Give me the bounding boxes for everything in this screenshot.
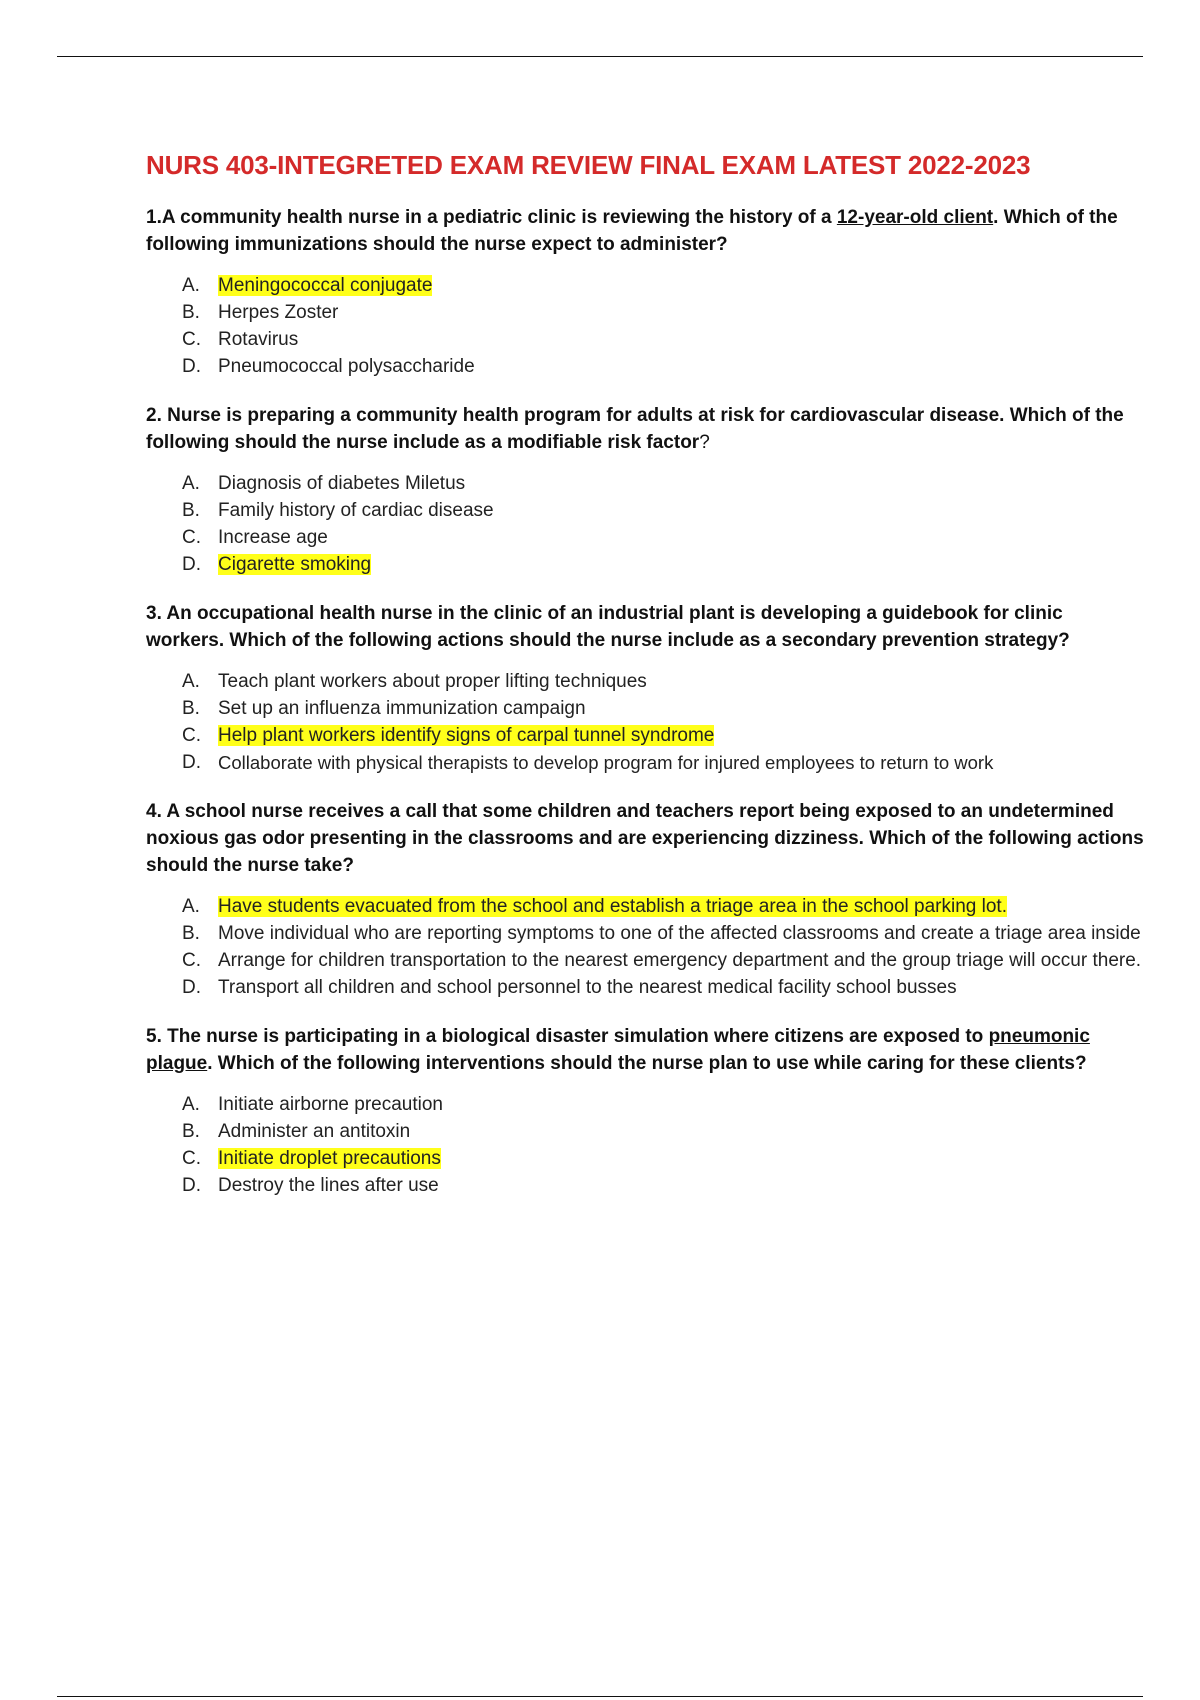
answer-option: [182, 749, 1146, 776]
answer-options: [146, 1091, 1146, 1199]
option-text: Collaborate with physical therapists to develop program for injured employees to return to work: [218, 752, 994, 773]
stem-question-mark: ?: [699, 432, 710, 453]
option-letter: D.: [182, 1175, 201, 1196]
option-letter: B.: [182, 500, 200, 521]
option-text: Initiate airborne precaution: [218, 1094, 443, 1115]
answer-options: [146, 272, 1146, 380]
answer-option: [182, 299, 1146, 326]
question-2: [146, 402, 1146, 578]
document-body: [146, 148, 1146, 1221]
option-letter: D.: [182, 752, 201, 773]
stem-underlined-text: 12-year-old client: [836, 207, 994, 228]
option-text: Herpes Zoster: [218, 302, 339, 323]
option-letter: B.: [182, 698, 200, 719]
option-text-highlighted: Help plant workers identify signs of carpal tunnel syndrome: [218, 725, 715, 746]
stem-underlined-text: pneumonic plague: [146, 1026, 1090, 1074]
option-letter: C.: [182, 725, 201, 746]
answer-option: [182, 524, 1146, 551]
option-text: Move individual who are reporting symptoms to one of the affected classrooms and create a triage area inside: [218, 923, 1141, 944]
option-letter: A.: [182, 671, 200, 692]
option-text: Destroy the lines after use: [218, 1175, 439, 1196]
option-letter: C.: [182, 527, 201, 548]
question-1: [146, 204, 1146, 380]
option-text-highlighted: Meningococcal conjugate: [218, 275, 433, 296]
question-stem: 3. An occupational health nurse in the clinic of an industrial plant is developing a guidebook for clinic workers. Which of the following actions should the nurse include as a secondary prevention strategy?: [146, 603, 1070, 651]
answer-option: [182, 1118, 1146, 1145]
stem-text: 2. Nurse is preparing a community health program for adults at risk for cardiovascular disease. Which of the following should the nurse include as a modifiable risk factor: [146, 405, 1124, 453]
answer-option: [182, 470, 1146, 497]
question-stem: [146, 402, 1146, 456]
option-letter: C.: [182, 950, 201, 971]
option-letter: A.: [182, 896, 200, 917]
top-rule: [57, 56, 1143, 57]
answer-option: [182, 722, 1146, 749]
option-text: Transport all children and school personnel to the nearest medical facility school busses: [218, 977, 957, 998]
question-5: [146, 1023, 1146, 1199]
stem-text: 5. The nurse is participating in a biological disaster simulation where citizens are exposed to: [146, 1026, 989, 1047]
answer-option: [182, 551, 1146, 578]
answer-option: [182, 353, 1146, 380]
bottom-rule: [57, 1696, 1143, 1697]
answer-option: [182, 1172, 1146, 1199]
document-title: NURS 403-INTEGRETED EXAM REVIEW FINAL EXAM LATEST 2022-2023: [146, 150, 1031, 180]
option-text: Arrange for children transportation to the nearest emergency department and the group triage will occur there.: [218, 950, 1142, 971]
answer-option: [182, 920, 1146, 947]
answer-option: [182, 668, 1146, 695]
stem-text: 1.A community health nurse in a pediatric clinic is reviewing the history of a: [146, 207, 837, 228]
option-letter: A.: [182, 1094, 200, 1115]
option-text-highlighted: Initiate droplet precautions: [218, 1148, 441, 1169]
option-letter: A.: [182, 473, 200, 494]
question-stem: [146, 1023, 1146, 1077]
option-letter: D.: [182, 554, 201, 575]
option-text: Pneumococcal polysaccharide: [218, 356, 475, 377]
option-letter: B.: [182, 923, 200, 944]
option-text: Increase age: [218, 527, 328, 548]
option-text: Rotavirus: [218, 329, 299, 350]
option-letter: D.: [182, 356, 201, 377]
answer-option: [182, 272, 1146, 299]
answer-option: [182, 947, 1146, 974]
option-text: Set up an influenza immunization campaign: [218, 698, 586, 719]
option-letter: B.: [182, 302, 200, 323]
option-text: Administer an antitoxin: [218, 1121, 411, 1142]
question-stem: [146, 204, 1146, 258]
answer-option: [182, 1145, 1146, 1172]
option-letter: D.: [182, 977, 201, 998]
answer-option: [182, 497, 1146, 524]
option-text-highlighted: Have students evacuated from the school and establish a triage area in the school parking lot.: [218, 896, 1007, 917]
answer-option: [182, 893, 1146, 920]
question-3: [146, 600, 1146, 776]
option-text-highlighted: Cigarette smoking: [218, 554, 372, 575]
answer-option: [182, 326, 1146, 353]
stem-text-end: . Which of the following interventions should the nurse plan to use while caring for these clients?: [207, 1053, 1087, 1074]
option-text: Teach plant workers about proper lifting techniques: [218, 671, 647, 692]
answer-options: [146, 668, 1146, 776]
answer-options: [146, 470, 1146, 578]
answer-options: [146, 893, 1146, 1001]
option-letter: C.: [182, 329, 201, 350]
question-stem: 4. A school nurse receives a call that some children and teachers report being exposed to an undetermined noxious gas odor presenting in the classrooms and are experiencing dizziness. Which of the following actions should the nurse take?: [146, 801, 1144, 876]
option-letter: C.: [182, 1148, 201, 1169]
answer-option: [182, 974, 1146, 1001]
option-letter: A.: [182, 275, 200, 296]
option-letter: B.: [182, 1121, 200, 1142]
stem-text-end: . Which of the following immunizations should the nurse expect to administer?: [146, 207, 1118, 255]
answer-option: [182, 1091, 1146, 1118]
question-4: [146, 798, 1146, 1001]
option-text: Family history of cardiac disease: [218, 500, 494, 521]
option-text: Diagnosis of diabetes Miletus: [218, 473, 466, 494]
answer-option: [182, 695, 1146, 722]
